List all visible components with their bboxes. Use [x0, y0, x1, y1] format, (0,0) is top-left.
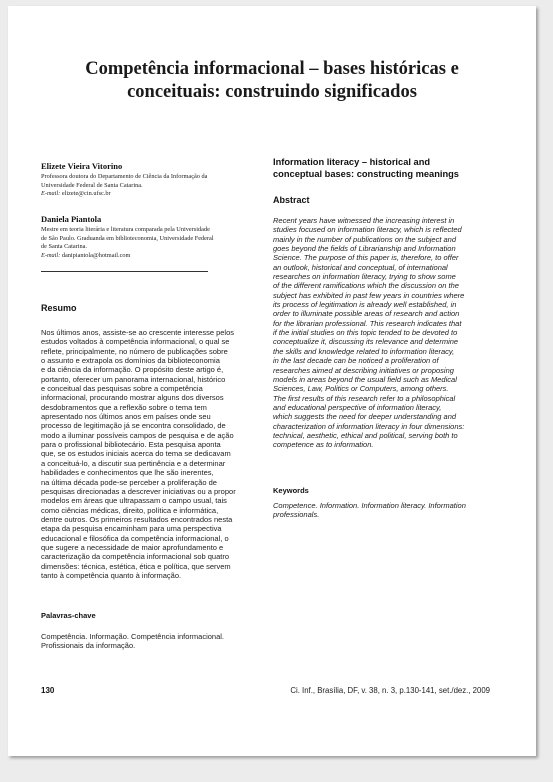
text-line: technical, aesthetic, ethical and political, serving both to [273, 430, 458, 440]
keywords-heading: Keywords [273, 486, 309, 495]
email-address: danipiantola@hotmail.com [61, 251, 131, 259]
text-line: if the initial studies on this topic tended to be devoted to [273, 328, 458, 338]
text-line: para o profissional bibliotecário. Esta pesquisa aponta [41, 440, 221, 450]
english-title [273, 157, 459, 180]
author-divider [41, 271, 208, 272]
text-line: in the last decade can be noticed a proliferation of [273, 356, 439, 366]
text-line: The first results of this research refer to a philosophical [273, 393, 456, 403]
text-line: Competência. Informação. Competência informacional. [41, 632, 225, 641]
text-line: que, se os estudos iniciais acerca do tema se dedicavam [41, 449, 231, 459]
text-line: na última década pode-se perceber a proliferação de [41, 477, 217, 487]
text-line: educacional e filosófica da competência informacional, o [41, 533, 229, 543]
text-line: apresentado nos últimos anos em países onde seu [41, 412, 211, 422]
text-line: Competence. Information. Information literacy. Information [273, 501, 466, 510]
text-line: habilidades e conhecimentos que lhe são inerentes, [41, 468, 214, 478]
author-affiliation: de Santa Catarina. [41, 243, 87, 251]
article-page [8, 6, 536, 756]
keywords-body [273, 501, 513, 520]
author-affiliation: Professora doutora do Departamento de Ciência da Informação da [41, 173, 208, 180]
text-line: modelos em áreas que ultrapassam o campo usual, tais [41, 496, 227, 506]
text-line: subject has exhibited in past few years in countries where [273, 290, 465, 300]
author-block [41, 214, 214, 260]
text-line: models in areas beyond the usual field such as Medical [273, 374, 457, 384]
text-line: estudos voltados à competência informacional, o qual se [41, 337, 230, 347]
text-line: informacional, procurando mostrar alguns dos diversos [41, 393, 224, 403]
text-line: etapa da pesquisa encaminham para uma perspectiva [41, 524, 222, 534]
email-label: E-mail: [41, 190, 61, 198]
journal-citation: Ci. Inf., Brasília, DF, v. 38, n. 3, p.130-141, set./dez., 2009 [290, 686, 490, 695]
text-line: Science. The purpose of this paper is, therefore, to offer [273, 253, 459, 263]
author-affiliation: de São Paulo. Graduanda em biblioteconomia, Universidade Federal [41, 234, 214, 242]
article-title [8, 58, 536, 104]
author-name: Elizete Vieira Vitorino [41, 161, 123, 171]
email-address: elizete@cin.ufsc.br [61, 190, 111, 198]
email-label: E-mail: [41, 251, 61, 259]
text-line: mainly in the number of publications on the subject and [273, 234, 457, 244]
text-line: que sugere a necessidade de maior aprofundamento e [41, 542, 224, 552]
text-line: Recent years have witnessed the increasing interest in [273, 216, 455, 225]
text-line: competence as to information. [273, 440, 374, 450]
page-number: 130 [41, 686, 55, 695]
article-title-line: Competência informacional – bases históricas e [85, 59, 459, 79]
text-line: researches on information literacy, trying to show some [273, 272, 456, 282]
text-line: characterization of information literacy in four dimensions: [273, 421, 465, 431]
text-line: tanto à competência quanto à informação. [41, 570, 182, 580]
author-email [41, 190, 207, 199]
text-line: processo de legitimação já se encontra consolidado, de [41, 421, 226, 431]
text-line: its process of legitimation is already well established, in [273, 300, 457, 310]
text-line: caracterização da competência informacional sob quatro [41, 552, 230, 562]
text-line: pesquisas direcionadas a descrever iniciativas ou a propor [41, 486, 236, 496]
text-line: goes beyond the fields of Librarianship and Information [273, 244, 456, 254]
abstract-heading: Abstract [273, 195, 310, 205]
text-line: the skills and knowledge related to information literacy, [273, 346, 455, 356]
author-block [41, 161, 207, 199]
text-line: for the librarian professional. This research indicates that [273, 318, 462, 328]
text-line: studies focused on information literacy, which is reflected [273, 225, 462, 235]
abstract-body [273, 216, 513, 450]
text-line: desdobramentos que a reflexão sobre o tema tem [41, 402, 207, 412]
text-line: professionals. [273, 510, 320, 520]
text-line: and educational perspective of information literacy, [273, 402, 442, 412]
author-affiliation: Universidade Federal de Santa Catarina. [41, 181, 143, 189]
text-line: reflete, principalmente, no número de publicações sobre [41, 346, 228, 356]
text-line: an outlook, historical and conceptual, of international [273, 262, 448, 272]
palavras-chave-body [41, 632, 263, 651]
author-affiliation: Mestre em teoria literária e literatura comparada pela Universidade [41, 226, 210, 233]
text-line: dentre outros. Os primeiros resultados encontrados nesta [41, 514, 233, 524]
text-line: dimensões: técnica, estética, ética e política, que servem [41, 561, 231, 571]
text-line: researches aimed at describing initiatives or proposing [273, 365, 454, 375]
text-line: of the different ramifications which the discussion on the [273, 281, 459, 291]
text-line: Sciences, Law, Politics or Computers, among others. [273, 384, 449, 394]
text-line: Profissionais da informação. [41, 641, 136, 651]
resumo-body [41, 328, 263, 580]
text-line: a conceituá-lo, a discutir sua pertinência e a determinar [41, 458, 226, 468]
text-line: modo a iluminar possíveis campos de pesquisa e de ação [41, 430, 234, 440]
text-line: o assunto e extrapola os domínios da biblioteconomia [41, 356, 220, 366]
text-line: e conceitual das pesquisas sobre a competência [41, 384, 203, 394]
text-line: conceptualize it, discussing its relevance and determine [273, 337, 459, 347]
english-title-line: Information literacy – historical and [273, 157, 431, 167]
text-line: Nos últimos anos, assiste-se ao crescente interesse pelos [41, 328, 235, 337]
author-email [41, 252, 214, 261]
text-line: portanto, oferecer um panorama internacional, histórico [41, 374, 226, 384]
text-line: which suggests the need for deeper understanding and [273, 412, 457, 422]
text-line: como ciências médicas, direito, política e informática, [41, 505, 219, 515]
article-title-line: conceituais: construindo significados [127, 82, 417, 102]
text-line: e da ciência da informação. O propósito deste artigo é, [41, 365, 224, 375]
author-name: Daniela Piantola [41, 214, 102, 224]
english-title-line: conceptual bases: constructing meanings [273, 168, 459, 179]
text-line: order to illuminate possible areas of research and action [273, 309, 460, 319]
resumo-heading: Resumo [41, 303, 77, 313]
palavras-chave-heading: Palavras-chave [41, 611, 96, 620]
